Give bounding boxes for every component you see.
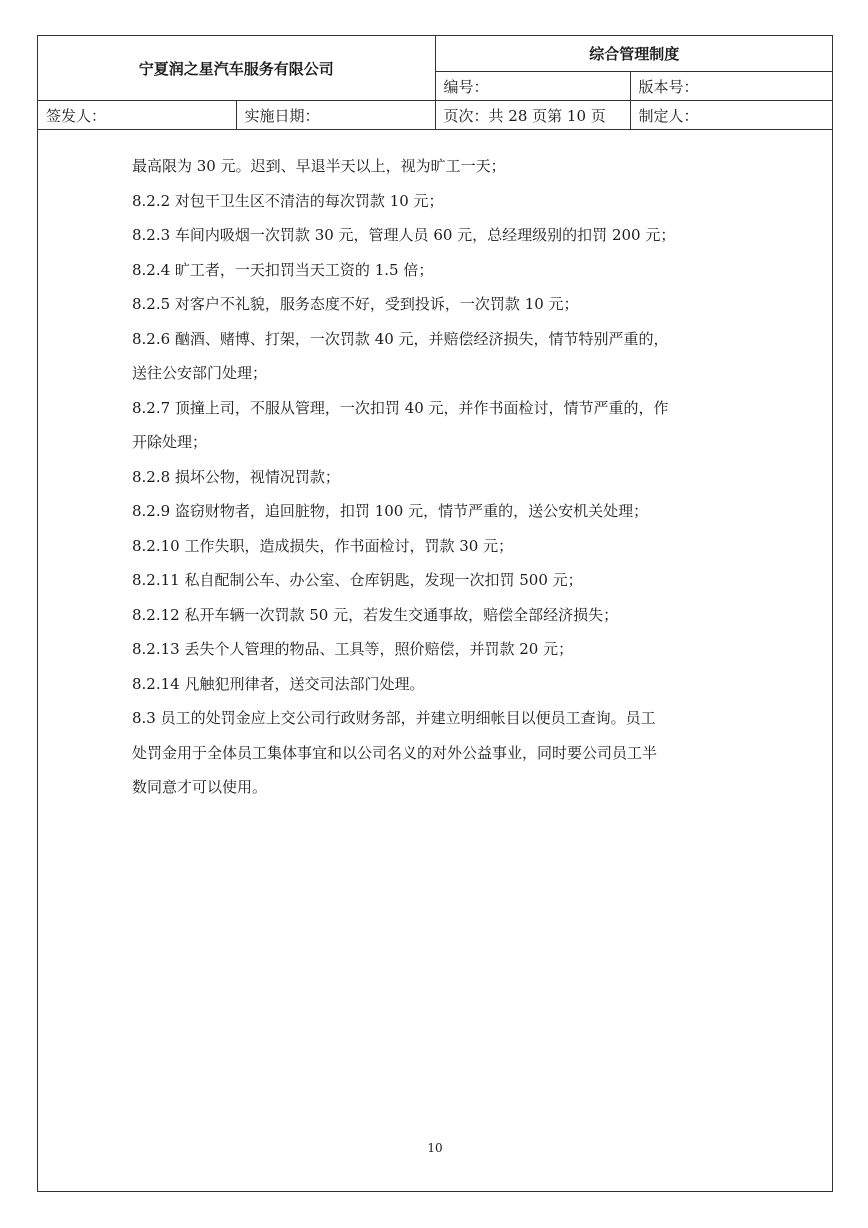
body-line: 8.2.4 旷工者，一天扣罚当天工资的 1.5 倍； [132, 260, 434, 279]
body-line: 8.2.5 对客户不礼貌，服务态度不好，受到投诉，一次罚款 10 元； [132, 295, 579, 313]
body-line: 8.2.12 私开车辆一次罚款 50 元，若发生交通事故，赔偿全部经济损失； [132, 605, 619, 624]
serial-number-label: 编号： [435, 72, 630, 101]
effective-date-label: 实施日期： [236, 101, 435, 130]
body-line: 8.2.2 对包干卫生区不清洁的每次罚款 10 元； [132, 191, 444, 210]
document-type: 综合管理制度 [435, 36, 833, 72]
body-line: 8.2.8 损坏公物，视情况罚款； [132, 467, 340, 486]
body-line: 8.3 员工的处罚金应上交公司行政财务部，并建立明细帐目以便员工查询。员工 [132, 709, 656, 727]
author-label: 制定人： [630, 101, 833, 130]
body-line: 8.2.9 盗窃财物者，追回脏物，扣罚 100 元，情节严重的，送公安机关处理； [132, 502, 649, 520]
body-line: 8.2.11 私自配制公车、办公室、仓库钥匙，发现一次扣罚 500 元； [132, 571, 583, 589]
body-line: 数同意才可以使用。 [132, 778, 268, 796]
document-frame [37, 35, 833, 1192]
body-line: 送往公安部门处理； [132, 364, 268, 382]
company-name: 宁夏润之星汽车服务有限公司 [38, 36, 435, 101]
body-line: 8.2.7 顶撞上司，不服从管理，一次扣罚 40 元，并作书面检讨，情节严重的，作 [132, 398, 669, 417]
body-line: 处罚金用于全体员工集体事宜和以公司名义的对外公益事业，同时要公司员工半 [132, 743, 658, 762]
body-line: 8.2.13 丢失个人管理的物品、工具等，照价赔偿，并罚款 20 元； [132, 640, 574, 658]
body-line: 8.2.10 工作失职，造成损失，作书面检讨，罚款 30 元； [132, 536, 514, 555]
body-line: 8.2.6 酗酒、赌博、打架，一次罚款 40 元，并赔偿经济损失，情节特别严重的， [132, 329, 669, 348]
issuer-label: 签发人： [38, 101, 236, 130]
document-header-table [38, 36, 833, 130]
document-body [132, 149, 752, 805]
version-label: 版本号： [630, 72, 833, 101]
body-line: 开除处理； [132, 433, 208, 451]
body-line: 最高限为 30 元。迟到、早退半天以上，视为旷工一天； [132, 157, 506, 175]
page-number: 10 [427, 1141, 443, 1155]
body-line: 8.2.14 凡触犯刑律者，送交司法部门处理。 [132, 674, 425, 693]
body-line: 8.2.3 车间内吸烟一次罚款 30 元，管理人员 60 元，总经理级别的扣罚 200 元； [132, 226, 676, 244]
page-info: 页次：共 28 页第 10 页 [435, 101, 630, 130]
